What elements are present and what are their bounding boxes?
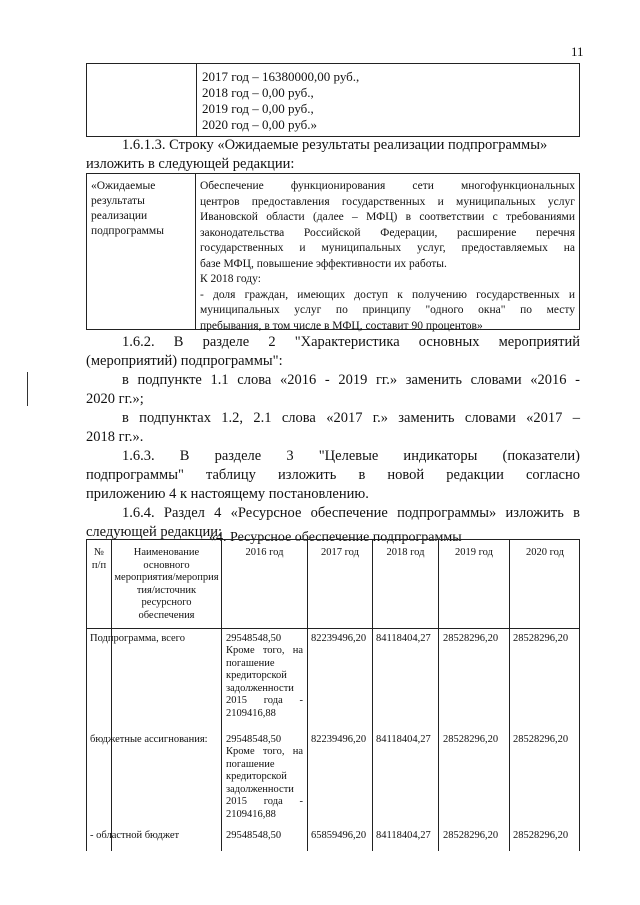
row-value-2018: 84118404,27 bbox=[376, 633, 431, 644]
row-value-2017: 82239496,20 bbox=[311, 734, 367, 745]
note-line: кредиторской bbox=[226, 771, 287, 782]
results-text-line: законодательства Российской Федерации, расширение перечня bbox=[200, 226, 575, 239]
row-value-2019: 28528296,20 bbox=[443, 830, 499, 841]
row-note bbox=[226, 746, 303, 821]
budget-line: 2020 год – 0,00 руб.» bbox=[202, 117, 318, 132]
note-line: Кроме того, на bbox=[226, 645, 303, 656]
results-text-line: Обеспечение функционирования сети многофункциональных bbox=[200, 180, 575, 192]
results-text-line: государственных и муниципальных услуг, предоставляемых на bbox=[200, 242, 575, 254]
note-line: кредиторской bbox=[226, 670, 287, 681]
header-year-2019: 2019 год bbox=[455, 547, 493, 558]
paragraph-162-line1: 1.6.2. В разделе 2 "Характеристика основных мероприятий bbox=[122, 334, 580, 350]
table-column-divider bbox=[307, 540, 308, 851]
row-value-2017: 82239496,20 bbox=[311, 633, 367, 644]
note-line: 2109416,88 bbox=[226, 707, 276, 719]
row-value-2016: 29548548,50 bbox=[226, 633, 282, 644]
paragraph-163-line3: приложению 4 к настоящему постановлению. bbox=[86, 486, 369, 502]
row-value-2019: 28528296,20 bbox=[443, 734, 499, 745]
header-name-line: тия/источник bbox=[136, 584, 197, 596]
results-text-line: пребывания, в том числе в МФЦ, составит 90 процентов» bbox=[200, 319, 483, 332]
header-num bbox=[87, 547, 111, 572]
expected-results-table bbox=[86, 173, 580, 330]
paragraph-164-line1: 1.6.4. Раздел 4 «Ресурсное обеспечение подпрограммы» изложить в bbox=[122, 505, 580, 521]
row-value-2016: 29548548,50 bbox=[226, 734, 282, 745]
table-column-divider bbox=[195, 174, 196, 329]
row-label: бюджетные ассигнования: bbox=[90, 734, 208, 745]
paragraph-162-line3: в подпункте 1.1 слова «2016 - 2019 гг.» заменить словами «2016 - bbox=[122, 372, 580, 388]
results-text-line: муниципальных услуг по принципу "одного окна" по месту bbox=[200, 304, 575, 316]
header-year-2020: 2020 год bbox=[526, 547, 564, 558]
table-column-divider bbox=[509, 540, 510, 851]
paragraph-162-line4: 2020 гг.»; bbox=[86, 391, 144, 407]
results-text-line: Ивановской области (далее – МФЦ) в соответствии с требованиями bbox=[200, 211, 575, 223]
header-name-line: мероприятия/мероприя bbox=[114, 572, 219, 583]
header-name-line: ресурсного bbox=[141, 597, 192, 608]
row-value-2019: 28528296,20 bbox=[443, 633, 499, 644]
table-column-divider bbox=[221, 540, 222, 851]
row-value-2018: 84118404,27 bbox=[376, 830, 431, 841]
table-column-divider bbox=[438, 540, 439, 851]
paragraph-164-line2: следующей редакции: bbox=[86, 524, 223, 540]
results-text-line: базе МФЦ, повышение эффективности их работы. bbox=[200, 257, 447, 270]
row-value-2018: 84118404,27 bbox=[376, 734, 431, 745]
header-num-line: № bbox=[93, 547, 105, 558]
header-name-line: основного bbox=[143, 559, 190, 571]
results-label-cell bbox=[91, 179, 164, 239]
row-value-2016: 29548548,50 bbox=[226, 830, 282, 841]
results-text-line: К 2018 году: bbox=[200, 273, 261, 285]
paragraph-162-line2: (мероприятий) подпрограммы": bbox=[86, 353, 283, 369]
budget-line: 2017 год – 16380000,00 руб., bbox=[202, 69, 360, 84]
note-line: 2015 года - bbox=[226, 695, 303, 706]
paragraph-1613-line1: 1.6.1.3. Строку «Ожидаемые результаты реализации подпрограммы» bbox=[122, 137, 548, 153]
header-year-2017: 2017 год bbox=[321, 547, 359, 558]
row-value-2017: 65859496,20 bbox=[311, 830, 367, 841]
header-name bbox=[112, 547, 221, 622]
paragraph-162-line6: 2018 гг.». bbox=[86, 429, 144, 445]
results-text-line: - доля граждан, имеющих доступ к получению государственных и bbox=[200, 288, 575, 301]
resource-table bbox=[86, 539, 580, 851]
header-year-2016: 2016 год bbox=[245, 547, 284, 558]
table-column-divider bbox=[372, 540, 373, 851]
note-line: задолженности bbox=[226, 783, 294, 795]
results-label-line: «Ожидаемые bbox=[91, 180, 156, 192]
header-year-2018: 2018 год bbox=[386, 547, 425, 558]
results-label-line: результаты bbox=[91, 195, 145, 207]
budget-continuation-table bbox=[86, 63, 580, 137]
table-row-divider bbox=[87, 628, 579, 629]
results-label-line: подпрограммы bbox=[91, 225, 164, 237]
budget-lines bbox=[202, 69, 359, 133]
row-note bbox=[226, 645, 303, 720]
header-name-line: Наименование bbox=[133, 547, 200, 558]
page-number: 11 bbox=[571, 44, 584, 59]
header-name-line: обеспечения bbox=[138, 609, 195, 621]
section-title: «4. Ресурсное обеспечение подпрограммы bbox=[209, 530, 462, 545]
paragraph-163-line2: подпрограммы" таблицу изложить в новой редакции согласно bbox=[86, 467, 580, 483]
row-value-2020: 28528296,20 bbox=[513, 830, 569, 841]
row-value-2020: 28528296,20 bbox=[513, 734, 569, 745]
note-line: задолженности bbox=[226, 682, 294, 694]
note-line: 2109416,88 bbox=[226, 808, 276, 820]
row-label: - областной бюджет bbox=[90, 830, 180, 841]
note-line: 2015 года - bbox=[226, 796, 303, 807]
table-column-divider bbox=[196, 64, 197, 136]
results-text-cell bbox=[200, 179, 575, 334]
note-line: погашение bbox=[226, 657, 275, 669]
note-line: погашение bbox=[226, 758, 275, 770]
row-value-2020: 28528296,20 bbox=[513, 633, 569, 644]
budget-line: 2019 год – 0,00 руб., bbox=[202, 101, 314, 116]
results-text-line: центров предоставления государственных и муниципальных услуг bbox=[200, 195, 575, 208]
row-label: Подпрограмма, всего bbox=[90, 633, 185, 644]
results-label-line: реализации bbox=[91, 210, 148, 222]
paragraph-162-line5: в подпунктах 1.2, 2.1 слова «2017 г.» заменить словами «2017 – bbox=[122, 410, 580, 426]
margin-mark bbox=[27, 372, 28, 406]
header-num-line: п/п bbox=[91, 559, 107, 571]
paragraph-1613-line2: изложить в следующей редакции: bbox=[86, 156, 295, 172]
paragraph-163-line1: 1.6.3. В разделе 3 "Целевые индикаторы (показатели) bbox=[122, 448, 580, 464]
budget-line: 2018 год – 0,00 руб., bbox=[202, 85, 314, 100]
note-line: Кроме того, на bbox=[226, 746, 303, 757]
